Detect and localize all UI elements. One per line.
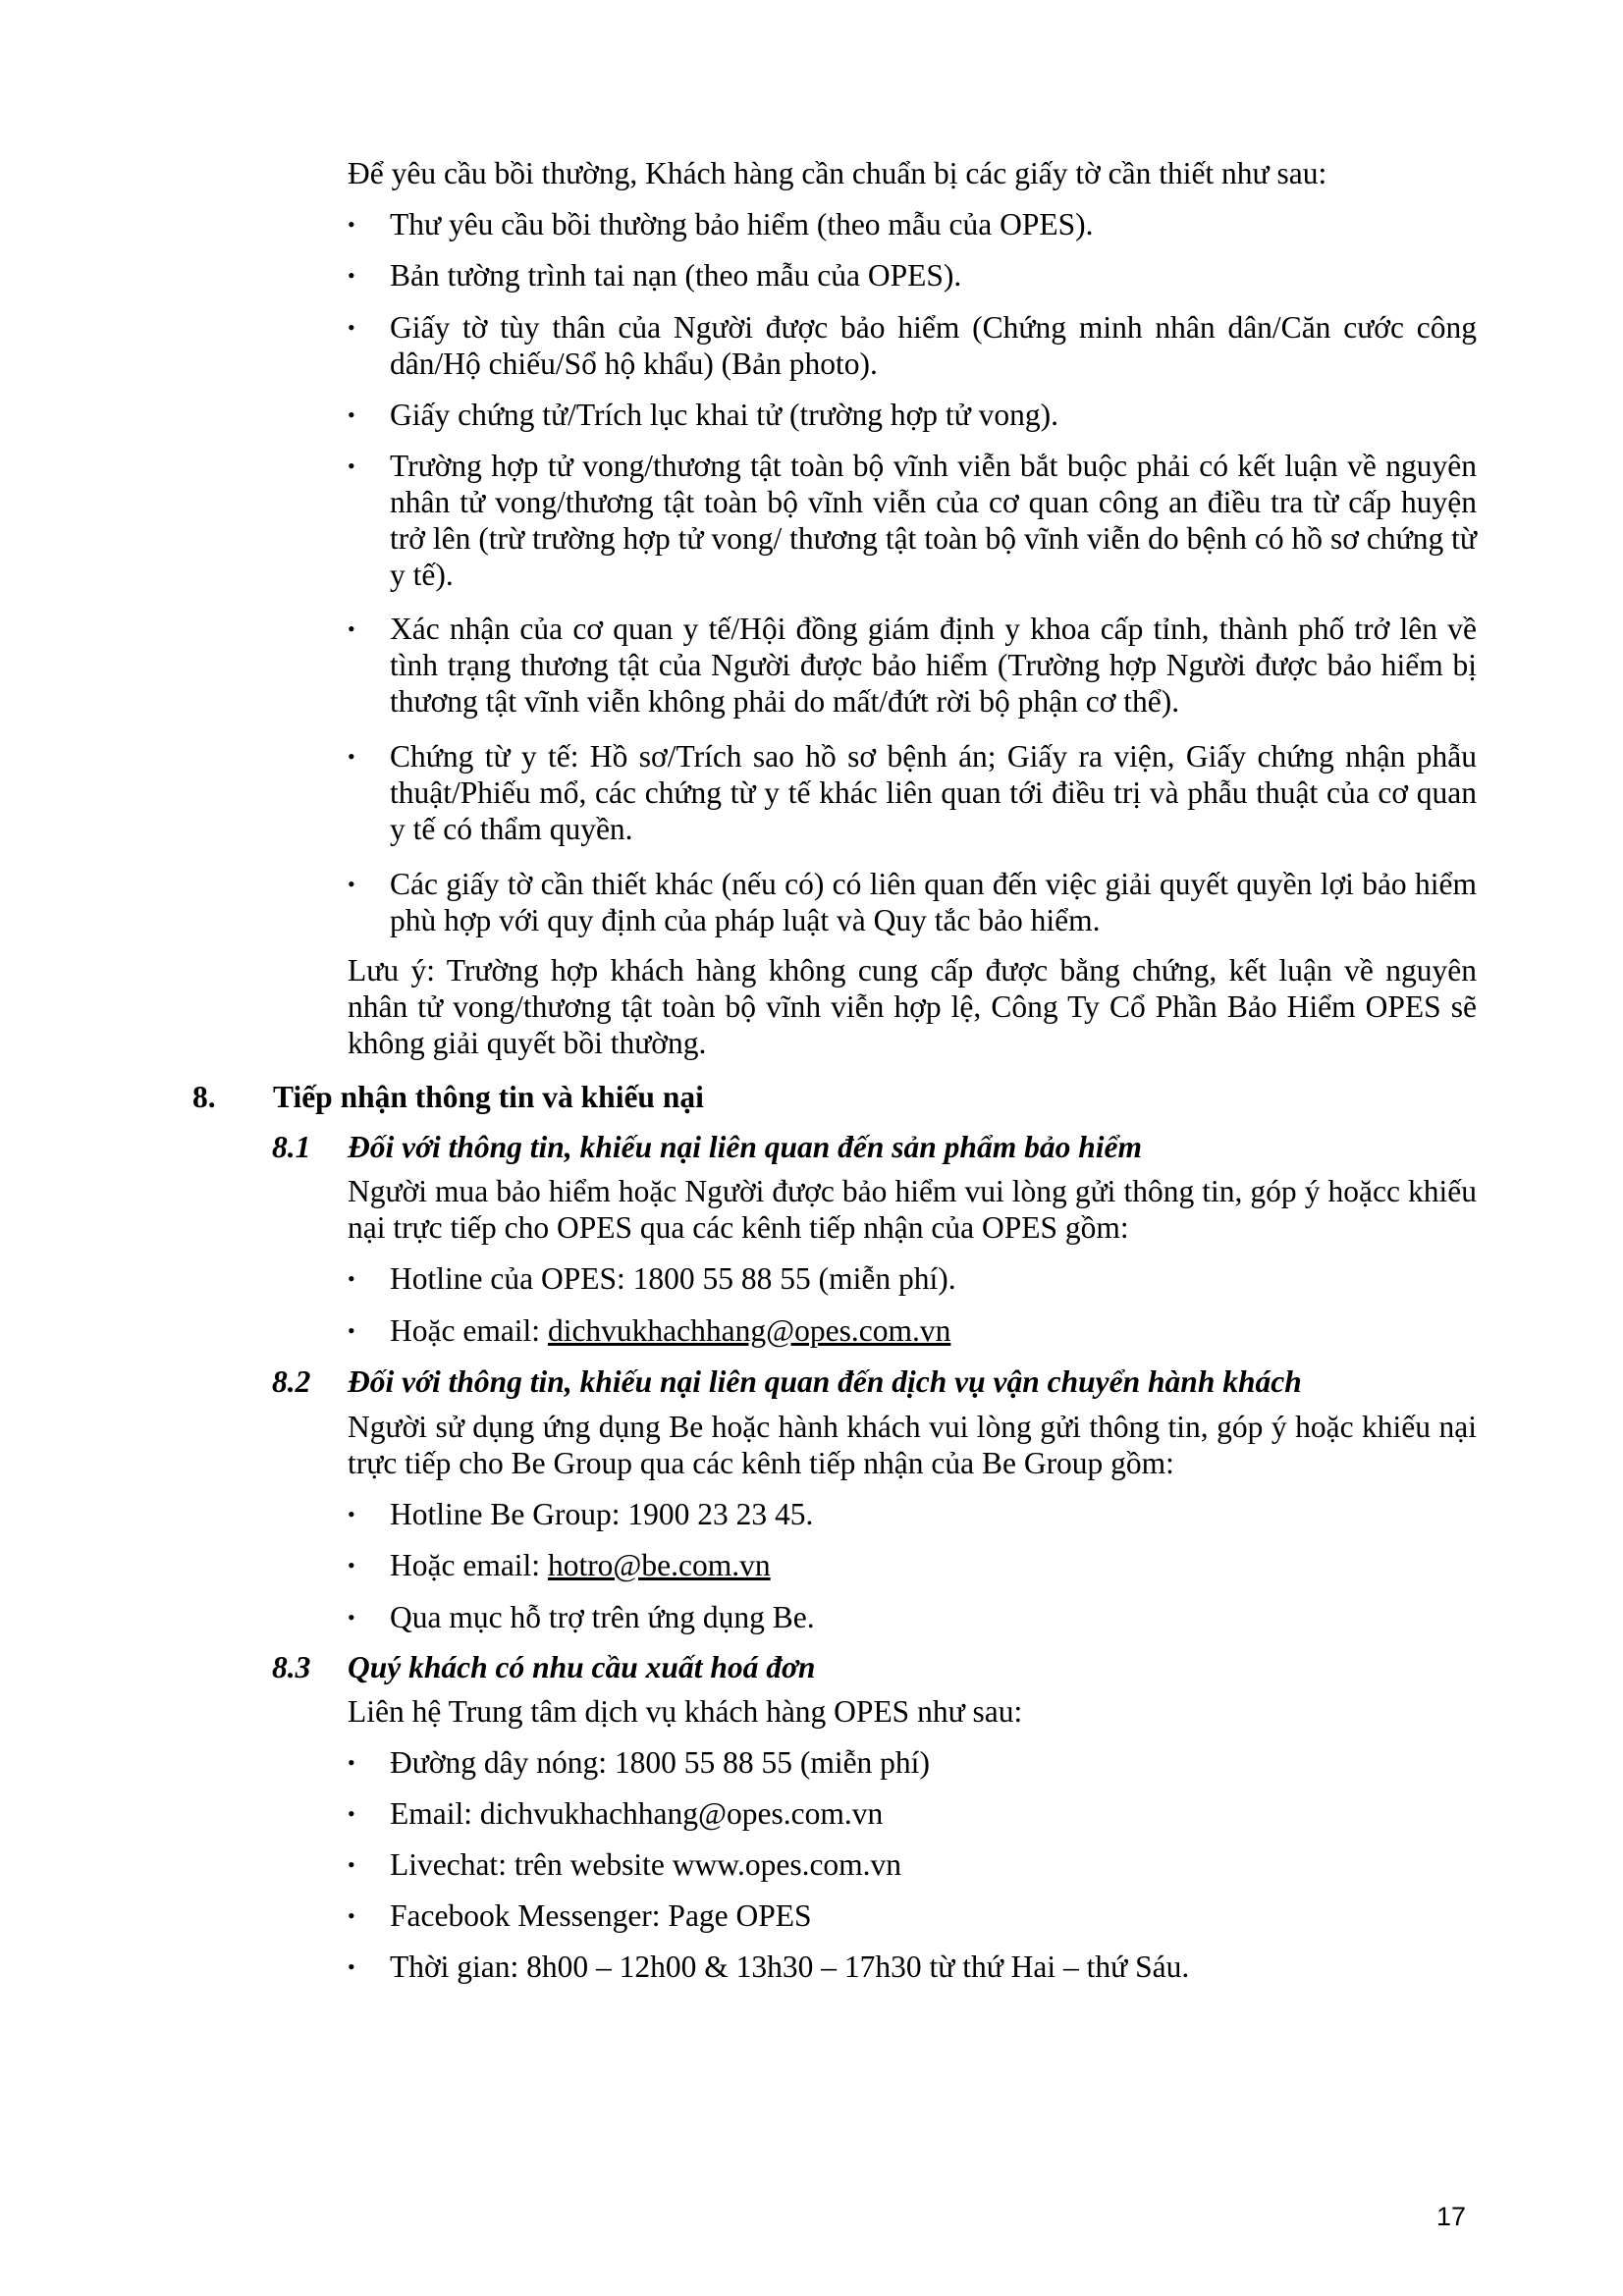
list-item — [348, 1599, 1477, 1635]
subsection-title: Đối với thông tin, khiếu nại liên quan đến sản phẩm bảo hiểm — [348, 1130, 1142, 1164]
bullet-icon: • — [348, 212, 355, 237]
list-item — [348, 1547, 1477, 1583]
list-item — [348, 1846, 1477, 1883]
list-item — [348, 866, 1477, 938]
subsection-title: Quý khách có nhu cầu xuất hoá đơn — [348, 1650, 816, 1684]
bullet-icon: • — [348, 1502, 355, 1526]
list-item-text: Facebook Messenger: Page OPES — [390, 1898, 812, 1933]
bullet-icon: • — [348, 744, 355, 769]
list-item — [348, 397, 1477, 433]
list-item-text: Hotline của OPES: 1800 55 88 55 (miễn phí). — [390, 1261, 956, 1296]
page-number: 17 — [1435, 2202, 1466, 2231]
bullet-icon: • — [348, 1266, 355, 1291]
bullet-icon: • — [348, 1954, 355, 1979]
bullet-icon: • — [348, 1553, 355, 1577]
list-item-text: Giấy tờ tùy thân của Người được bảo hiểm (Chứng minh nhân dân/Căn cước công dân/Hộ chiếu/Sổ hộ khẩu) (Bản photo). — [390, 310, 1477, 381]
bullet-icon: • — [348, 402, 355, 427]
bullet-icon: • — [348, 1750, 355, 1775]
list-item — [348, 611, 1477, 720]
list-item-text — [390, 1312, 1477, 1349]
opes-email-link[interactable]: dichvukhachhang@opes.com.vn — [547, 1313, 951, 1348]
bullet-icon: • — [348, 872, 355, 896]
list-item-text: Đường dây nóng: 1800 55 88 55 (miễn phí) — [390, 1745, 930, 1780]
list-item-text: Xác nhận của cơ quan y tế/Hội đồng giám định y khoa cấp tỉnh, thành phố trở lên về tình trạng thương tật của Người được bảo hiểm (Trường hợp Người được bảo hiểm bị thương tật vĩnh viễn không phải do mất/đứt rời bộ phận cơ thể). — [390, 612, 1477, 719]
bullet-icon: • — [348, 1852, 355, 1877]
section-number: 8. — [192, 1080, 216, 1114]
list-item-text: Hotline Be Group: 1900 23 23 45. — [390, 1497, 814, 1531]
intro-paragraph: Để yêu cầu bồi thường, Khách hàng cần chuẩn bị các giấy tờ cần thiết như sau: — [348, 156, 1327, 190]
bullet-icon: • — [348, 1605, 355, 1629]
subsection-title: Đối với thông tin, khiếu nại liên quan đến dịch vụ vận chuyển hành khách — [348, 1364, 1302, 1399]
list-item-text: Các giấy tờ cần thiết khác (nếu có) có liên quan đến việc giải quyết quyền lợi bảo hiểm phù hợp với quy định của pháp luật và Quy tắc bảo hiểm. — [390, 867, 1477, 937]
list-item-text: Giấy chứng tử/Trích lục khai tử (trường hợp tử vong). — [390, 398, 1058, 432]
list-item-text: Thời gian: 8h00 – 12h00 & 13h30 – 17h30 từ thứ Hai – thứ Sáu. — [390, 1949, 1190, 1984]
list-item — [348, 1949, 1477, 1985]
subsection-number: 8.3 — [272, 1650, 311, 1684]
list-item-text: Trường hợp tử vong/thương tật toàn bộ vĩnh viễn bắt buộc phải có kết luận về nguyên nhân tử vong/thương tật toàn bộ vĩnh viễn của cơ quan công an điều tra từ cấp huyện trở lên (trừ trường hợp tử vong/ thương tật toàn bộ vĩnh viễn do bệnh có hồ sơ chứng từ y tế). — [390, 449, 1477, 592]
list-item — [348, 206, 1477, 242]
bullet-icon: • — [348, 454, 355, 478]
subsection-number: 8.1 — [272, 1130, 311, 1164]
bullet-icon: • — [348, 263, 355, 288]
list-item-text: Bản tường trình tai nạn (theo mẫu của OPES). — [390, 258, 962, 293]
bullet-icon: • — [348, 1801, 355, 1826]
list-item — [348, 1744, 1477, 1781]
list-item — [348, 1312, 1477, 1349]
list-item-text — [390, 1547, 1477, 1583]
list-item — [348, 448, 1477, 593]
be-email-link[interactable]: hotro@be.com.vn — [547, 1548, 771, 1582]
section-title: Tiếp nhận thông tin và khiếu nại — [273, 1080, 704, 1114]
list-item-text: Thư yêu cầu bồi thường bảo hiểm (theo mẫu của OPES). — [390, 207, 1094, 241]
bullet-icon: • — [348, 1903, 355, 1928]
subsection-number: 8.2 — [272, 1364, 311, 1399]
list-item-text: Qua mục hỗ trợ trên ứng dụng Be. — [390, 1600, 815, 1634]
list-item — [348, 1260, 1477, 1297]
list-item — [348, 1496, 1477, 1532]
list-item — [348, 309, 1477, 382]
email-label: Hoặc email: — [390, 1548, 548, 1582]
list-item — [348, 738, 1477, 847]
list-item-text: Email: dichvukhachhang@opes.com.vn — [390, 1796, 884, 1831]
list-item — [348, 1897, 1477, 1934]
bullet-icon: • — [348, 1318, 355, 1343]
email-label: Hoặc email: — [390, 1313, 548, 1348]
list-item — [348, 1795, 1477, 1832]
bullet-icon: • — [348, 616, 355, 641]
list-item — [348, 257, 1477, 294]
subsection-body: Liên hệ Trung tâm dịch vụ khách hàng OPES như sau: — [348, 1694, 1023, 1729]
subsection-body: Người mua bảo hiểm hoặc Người được bảo hiểm vui lòng gửi thông tin, góp ý hoặcc khiếu nại trực tiếp cho OPES qua các kênh tiếp nhận của OPES gồm: — [348, 1174, 1477, 1245]
note-paragraph: Lưu ý: Trường hợp khách hàng không cung cấp được bằng chứng, kết luận về nguyên nhân tử vong/thương tật toàn bộ vĩnh viễn hợp lệ, Công Ty Cổ Phần Bảo Hiểm OPES sẽ không giải quyết bồi thường. — [348, 953, 1477, 1060]
subsection-body: Người sử dụng ứng dụng Be hoặc hành khách vui lòng gửi thông tin, góp ý hoặc khiếu nại trực tiếp cho Be Group qua các kênh tiếp nhận của Be Group gồm: — [348, 1410, 1477, 1480]
list-item-text: Livechat: trên website www.opes.com.vn — [390, 1847, 902, 1882]
bullet-icon: • — [348, 315, 355, 340]
list-item-text: Chứng từ y tế: Hồ sơ/Trích sao hồ sơ bệnh án; Giấy ra viện, Giấy chứng nhận phẫu thuật/Phiếu mổ, các chứng từ y tế khác liên quan tới điều trị và phẫu thuật của cơ quan y tế có thẩm quyền. — [390, 739, 1477, 846]
